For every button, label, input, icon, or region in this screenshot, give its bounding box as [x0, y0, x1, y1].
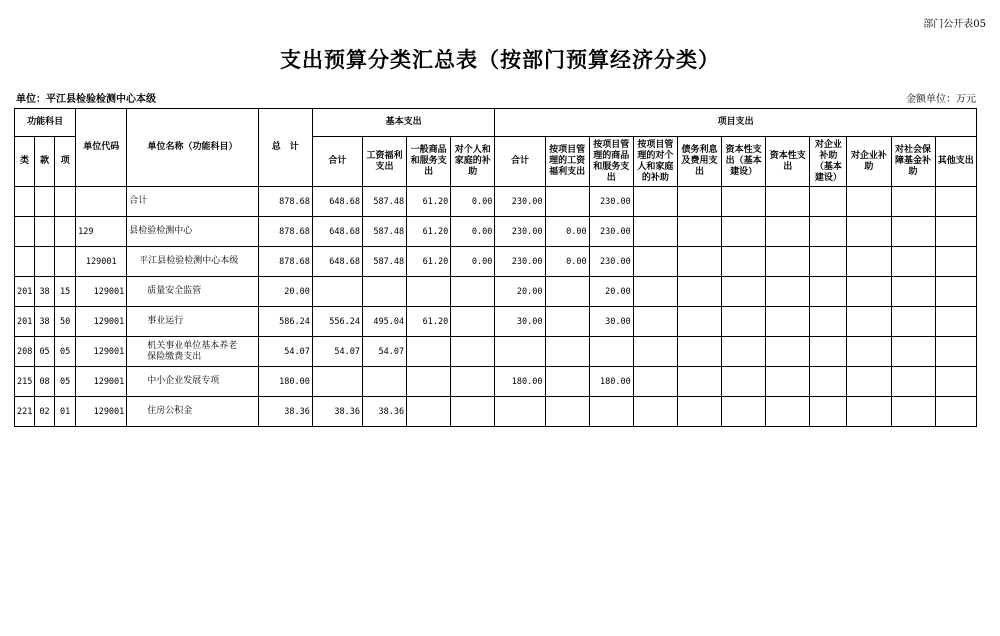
project-empty-cell	[935, 277, 976, 307]
total-cell: 54.07	[258, 337, 312, 367]
project-total-cell: 230.00	[495, 187, 545, 217]
basic-goods-services-cell: 61.20	[407, 247, 451, 277]
project-salary-cell	[545, 367, 589, 397]
xiang-cell: 15	[55, 277, 76, 307]
table-row	[15, 337, 977, 367]
basic-salary-cell: 38.36	[362, 397, 406, 427]
total-cell: 38.36	[258, 397, 312, 427]
xiang-cell: 05	[55, 337, 76, 367]
project-empty-cell	[810, 337, 847, 367]
xiang-header: 项	[55, 137, 76, 187]
xiang-cell	[55, 247, 76, 277]
project-empty-cell	[766, 187, 810, 217]
project-empty-cell	[847, 397, 891, 427]
project-salary-cell	[545, 397, 589, 427]
project-salary-cell	[545, 337, 589, 367]
project-goods-services-cell: 230.00	[589, 247, 633, 277]
project-empty-cell	[766, 367, 810, 397]
total-cell: 878.68	[258, 247, 312, 277]
basic-salary-cell	[362, 277, 406, 307]
project-col-header: 资本性支出（基本建设）	[722, 137, 766, 187]
basic-personal-subsidy-cell	[451, 307, 495, 337]
unit-name-cell: 合计	[127, 187, 258, 217]
project-empty-cell	[677, 367, 721, 397]
project-empty-cell	[847, 247, 891, 277]
total-cell: 20.00	[258, 277, 312, 307]
basic-total-cell: 556.24	[312, 307, 362, 337]
project-empty-cell	[766, 217, 810, 247]
project-empty-cell	[677, 247, 721, 277]
project-goods-services-cell: 180.00	[589, 367, 633, 397]
project-total-cell: 230.00	[495, 247, 545, 277]
project-empty-cell	[891, 307, 935, 337]
project-empty-cell	[810, 397, 847, 427]
total-cell: 586.24	[258, 307, 312, 337]
unit-name-cell: 事业运行	[127, 307, 258, 337]
project-empty-cell	[935, 187, 976, 217]
project-empty-cell	[722, 337, 766, 367]
project-total-cell: 20.00	[495, 277, 545, 307]
table-row	[15, 367, 977, 397]
project-empty-cell	[847, 187, 891, 217]
unit-code-cell: 129001	[76, 397, 127, 427]
project-empty-cell	[722, 247, 766, 277]
project-empty-cell	[891, 367, 935, 397]
project-total-cell	[495, 337, 545, 367]
project-empty-cell	[810, 217, 847, 247]
basic-goods-services-cell: 61.20	[407, 307, 451, 337]
basic-total-cell	[312, 277, 362, 307]
basic-goods-services-cell: 61.20	[407, 217, 451, 247]
xiang-cell: 50	[55, 307, 76, 337]
project-empty-cell	[847, 217, 891, 247]
project-empty-cell	[633, 217, 677, 247]
project-empty-cell	[935, 337, 976, 367]
total-cell: 180.00	[258, 367, 312, 397]
basic-total-cell: 54.07	[312, 337, 362, 367]
project-empty-cell	[633, 367, 677, 397]
total-header: 总 计	[258, 109, 312, 187]
basic-goods-services-cell: 61.20	[407, 187, 451, 217]
xiang-cell	[55, 217, 76, 247]
project-empty-cell	[677, 217, 721, 247]
project-total-cell: 180.00	[495, 367, 545, 397]
unit-name-cell: 县检验检测中心	[127, 217, 258, 247]
lei-cell: 215	[15, 367, 35, 397]
basic-col-header: 一般商品和服务支出	[407, 137, 451, 187]
kuan-cell: 08	[35, 367, 55, 397]
project-goods-services-cell	[589, 337, 633, 367]
basic-personal-subsidy-cell: 0.00	[451, 247, 495, 277]
unit-name-cell: 平江县检验检测中心本级	[127, 247, 258, 277]
basic-personal-subsidy-cell	[451, 367, 495, 397]
project-goods-services-cell: 230.00	[589, 217, 633, 247]
func-subject-header: 功能科目	[15, 109, 76, 137]
basic-total-cell	[312, 367, 362, 397]
basic-personal-subsidy-cell: 0.00	[451, 187, 495, 217]
basic-salary-cell: 54.07	[362, 337, 406, 367]
project-empty-cell	[722, 277, 766, 307]
basic-salary-cell	[362, 367, 406, 397]
basic-personal-subsidy-cell	[451, 337, 495, 367]
table-row	[15, 397, 977, 427]
unit-code-header: 单位代码	[76, 109, 127, 187]
project-empty-cell	[633, 247, 677, 277]
unit-code-cell: 129001	[76, 307, 127, 337]
project-total-cell: 230.00	[495, 217, 545, 247]
project-empty-cell	[722, 187, 766, 217]
table-row	[15, 277, 977, 307]
basic-col-header: 合计	[312, 137, 362, 187]
lei-cell	[15, 217, 35, 247]
table-row	[15, 307, 977, 337]
budget-table	[14, 108, 977, 427]
project-empty-cell	[722, 367, 766, 397]
project-empty-cell	[722, 397, 766, 427]
project-empty-cell	[891, 337, 935, 367]
project-empty-cell	[633, 187, 677, 217]
project-expenditure-header: 项目支出	[495, 109, 977, 137]
project-total-cell: 30.00	[495, 307, 545, 337]
project-empty-cell	[722, 307, 766, 337]
kuan-header: 款	[35, 137, 55, 187]
project-empty-cell	[677, 397, 721, 427]
lei-cell: 221	[15, 397, 35, 427]
project-salary-cell: 0.00	[545, 247, 589, 277]
project-empty-cell	[633, 277, 677, 307]
project-col-header: 对企业补助（基本建设）	[810, 137, 847, 187]
basic-expenditure-header: 基本支出	[312, 109, 495, 137]
project-empty-cell	[847, 307, 891, 337]
basic-personal-subsidy-cell: 0.00	[451, 217, 495, 247]
basic-goods-services-cell	[407, 367, 451, 397]
unit-name-cell: 质量安全监管	[127, 277, 258, 307]
basic-col-header: 工资福利支出	[362, 137, 406, 187]
kuan-cell: 38	[35, 277, 55, 307]
lei-cell: 208	[15, 337, 35, 367]
project-goods-services-cell	[589, 397, 633, 427]
basic-goods-services-cell	[407, 277, 451, 307]
total-cell: 878.68	[258, 217, 312, 247]
lei-cell: 201	[15, 307, 35, 337]
unit-code-cell: 129001	[76, 337, 127, 367]
project-col-header: 按项目管理的工资福利支出	[545, 137, 589, 187]
project-salary-cell	[545, 187, 589, 217]
basic-salary-cell: 587.48	[362, 247, 406, 277]
project-empty-cell	[677, 337, 721, 367]
project-salary-cell	[545, 277, 589, 307]
project-salary-cell	[545, 307, 589, 337]
project-empty-cell	[935, 397, 976, 427]
project-empty-cell	[766, 277, 810, 307]
project-empty-cell	[935, 367, 976, 397]
project-empty-cell	[847, 277, 891, 307]
kuan-cell	[35, 247, 55, 277]
money-unit-label: 金额单位：万元	[906, 94, 976, 105]
project-empty-cell	[891, 247, 935, 277]
kuan-cell: 05	[35, 337, 55, 367]
kuan-cell: 02	[35, 397, 55, 427]
unit-label: 单位：平江县检验检测中心本级	[16, 94, 156, 105]
kuan-cell	[35, 187, 55, 217]
project-empty-cell	[633, 397, 677, 427]
project-empty-cell	[677, 277, 721, 307]
basic-personal-subsidy-cell	[451, 397, 495, 427]
project-empty-cell	[633, 337, 677, 367]
project-empty-cell	[891, 187, 935, 217]
basic-goods-services-cell	[407, 397, 451, 427]
total-cell: 878.68	[258, 187, 312, 217]
unit-code-cell: 129001	[76, 247, 127, 277]
project-empty-cell	[810, 277, 847, 307]
xiang-cell	[55, 187, 76, 217]
project-empty-cell	[847, 337, 891, 367]
xiang-cell: 05	[55, 367, 76, 397]
basic-salary-cell: 587.48	[362, 217, 406, 247]
project-empty-cell	[722, 217, 766, 247]
project-empty-cell	[810, 307, 847, 337]
project-empty-cell	[847, 367, 891, 397]
project-empty-cell	[766, 247, 810, 277]
project-goods-services-cell: 30.00	[589, 307, 633, 337]
table-row	[15, 187, 977, 217]
project-empty-cell	[677, 187, 721, 217]
project-col-header: 按项目管理的商品和服务支出	[589, 137, 633, 187]
project-goods-services-cell: 230.00	[589, 187, 633, 217]
project-col-header: 对社会保障基金补助	[891, 137, 935, 187]
unit-name-cell: 机关事业单位基本养老保险缴费支出	[127, 337, 258, 367]
basic-total-cell: 648.68	[312, 187, 362, 217]
project-empty-cell	[810, 187, 847, 217]
project-total-cell	[495, 397, 545, 427]
project-empty-cell	[891, 277, 935, 307]
project-empty-cell	[766, 307, 810, 337]
project-empty-cell	[891, 217, 935, 247]
lei-cell	[15, 247, 35, 277]
basic-total-cell: 38.36	[312, 397, 362, 427]
basic-col-header: 对个人和家庭的补助	[451, 137, 495, 187]
project-salary-cell: 0.00	[545, 217, 589, 247]
lei-cell: 201	[15, 277, 35, 307]
basic-salary-cell: 495.04	[362, 307, 406, 337]
unit-name-cell: 中小企业发展专项	[127, 367, 258, 397]
project-empty-cell	[766, 337, 810, 367]
unit-code-cell: 129	[76, 217, 127, 247]
unit-code-cell: 129001	[76, 367, 127, 397]
unit-code-cell	[76, 187, 127, 217]
project-empty-cell	[810, 247, 847, 277]
page-title: 支出预算分类汇总表（按部门预算经济分类）	[280, 48, 720, 72]
unit-code-cell: 129001	[76, 277, 127, 307]
basic-total-cell: 648.68	[312, 247, 362, 277]
lei-cell	[15, 187, 35, 217]
project-empty-cell	[766, 397, 810, 427]
project-col-header: 按项目管理的对个人和家庭的补助	[633, 137, 677, 187]
basic-personal-subsidy-cell	[451, 277, 495, 307]
project-empty-cell	[633, 307, 677, 337]
table-row	[15, 247, 977, 277]
project-goods-services-cell: 20.00	[589, 277, 633, 307]
project-empty-cell	[935, 247, 976, 277]
project-col-header: 合计	[495, 137, 545, 187]
basic-total-cell: 648.68	[312, 217, 362, 247]
kuan-cell	[35, 217, 55, 247]
project-empty-cell	[810, 367, 847, 397]
unit-name-cell: 住房公积金	[127, 397, 258, 427]
project-empty-cell	[935, 217, 976, 247]
project-empty-cell	[677, 307, 721, 337]
project-empty-cell	[935, 307, 976, 337]
project-col-header: 其他支出	[935, 137, 976, 187]
project-col-header: 资本性支出	[766, 137, 810, 187]
report-number-label: 部门公开表05	[923, 19, 986, 30]
table-row	[15, 217, 977, 247]
lei-header: 类	[15, 137, 35, 187]
project-col-header: 对企业补助	[847, 137, 891, 187]
kuan-cell: 38	[35, 307, 55, 337]
project-col-header: 债务利息及费用支出	[677, 137, 721, 187]
xiang-cell: 01	[55, 397, 76, 427]
unit-name-header: 单位名称（功能科目）	[127, 109, 258, 187]
basic-goods-services-cell	[407, 337, 451, 367]
basic-salary-cell: 587.48	[362, 187, 406, 217]
project-empty-cell	[891, 397, 935, 427]
